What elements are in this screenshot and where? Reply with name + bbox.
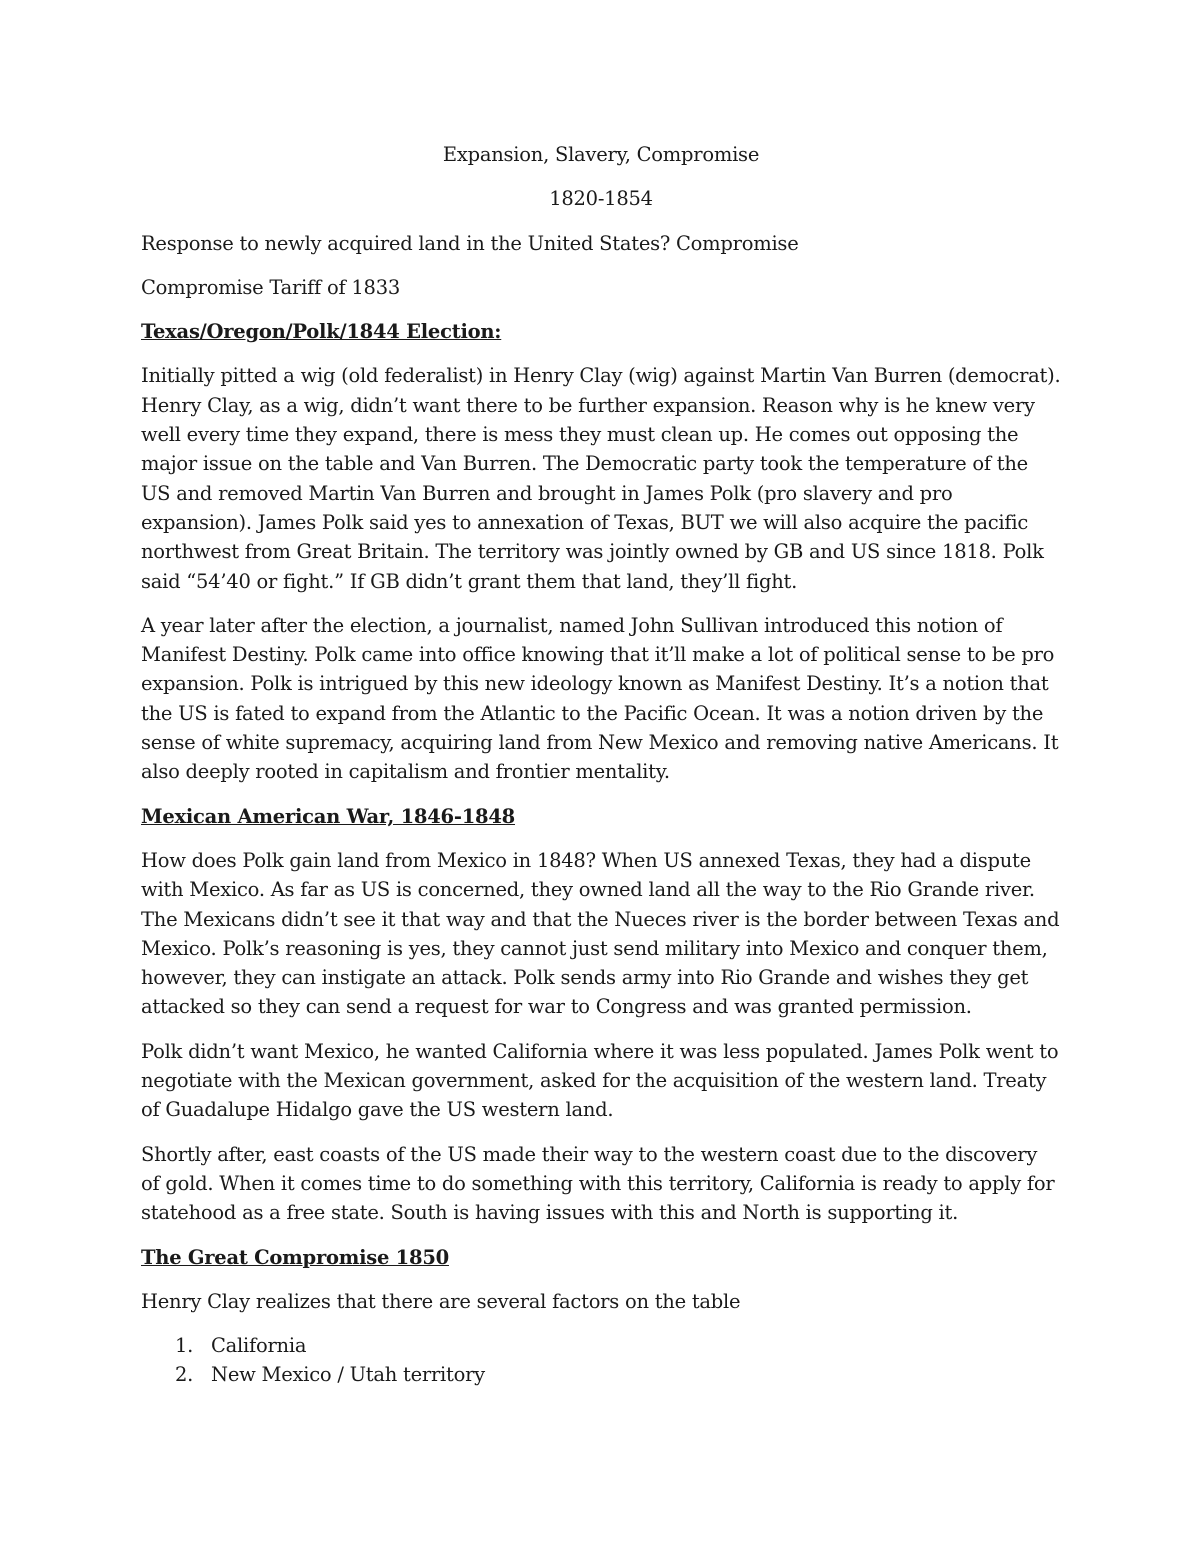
paragraph-election: Initially pitted a wig (old federalist) in Henry Clay (wig) against Martin Van Burren (democrat). Henry Clay, as a wig, didn’t want there to be further expansion. Reason why is he knew very well every time they expand, there is mess they must clean up. He comes out opposing the major issue on the table and Van Burren. The Democratic party took the temperature of the US and removed Martin Van Burren and brought in James Polk (pro slavery and pro expansion). James Polk said yes to annexation of Texas, BUT we will also acquire the pacific northwest from Great Britain. The territory was jointly owned by GB and US since 1818. Polk said “54’40 or fight.” If GB didn’t grant them that land, they’ll fight. <box>141 364 1061 593</box>
section-heading-texas-oregon: Texas/Oregon/Polk/1844 Election: <box>141 320 502 344</box>
intro-tariff: Compromise Tariff of 1833 <box>141 275 401 299</box>
document-years: 1820-1854 <box>549 187 653 211</box>
paragraph-california: Polk didn’t want Mexico, he wanted California where it was less populated. James Polk went to negotiate with the Mexican government, asked for the acquisition of the western land. Treaty of Guadalupe Hidalgo gave the US western land. <box>141 1039 1059 1122</box>
list-item-text: California <box>211 1334 307 1358</box>
list-item <box>141 1360 1061 1389</box>
document-page <box>141 140 1061 1390</box>
paragraph-gold: Shortly after, east coasts of the US made their way to the western coast due to the discovery of gold. When it comes time to do something with this territory, California is ready to apply for statehood as a free state. South is having issues with this and North is supporting it. <box>141 1142 1055 1225</box>
list-item-text: New Mexico / Utah territory <box>211 1363 485 1387</box>
paragraph-mexico-dispute: How does Polk gain land from Mexico in 1848? When US annexed Texas, they had a dispute with Mexico. As far as US is concerned, they owned land all the way to the Rio Grande river. The Mexicans didn’t see it that way and that the Nueces river is the border between Texas and Mexico. Polk’s reasoning is yes, they cannot just send military into Mexico and conquer them, however, they can instigate an attack. Polk sends army into Rio Grande and wishes they get attacked so they can send a request for war to Congress and was granted permission. <box>141 848 1060 1019</box>
list-item-number: 1. <box>175 1334 194 1358</box>
list-item-number: 2. <box>175 1363 194 1387</box>
document-title: Expansion, Slavery, Compromise <box>442 143 760 166</box>
list-item <box>141 1331 1061 1360</box>
paragraph-manifest-destiny: A year later after the election, a journalist, named John Sullivan introduced this notion of Manifest Destiny. Polk came into office knowing that it’ll make a lot of political sense to be pro expansion. Polk is intrigued by this new ideology known as Manifest Destiny. It’s a notion that the US is fated to expand from the Atlantic to the Pacific Ocean. It was a notion driven by the sense of white supremacy, acquiring land from New Mexico and removing native Americans. It also deeply rooted in capitalism and frontier mentality. <box>141 613 1059 784</box>
paragraph-clay-factors: Henry Clay realizes that there are several factors on the table <box>141 1289 741 1313</box>
intro-question: Response to newly acquired land in the United States? Compromise <box>141 231 799 255</box>
section-heading-great-compromise: The Great Compromise 1850 <box>141 1245 449 1269</box>
section-heading-mexican-war: Mexican American War, 1846-1848 <box>141 804 515 828</box>
factors-list <box>141 1331 1061 1390</box>
